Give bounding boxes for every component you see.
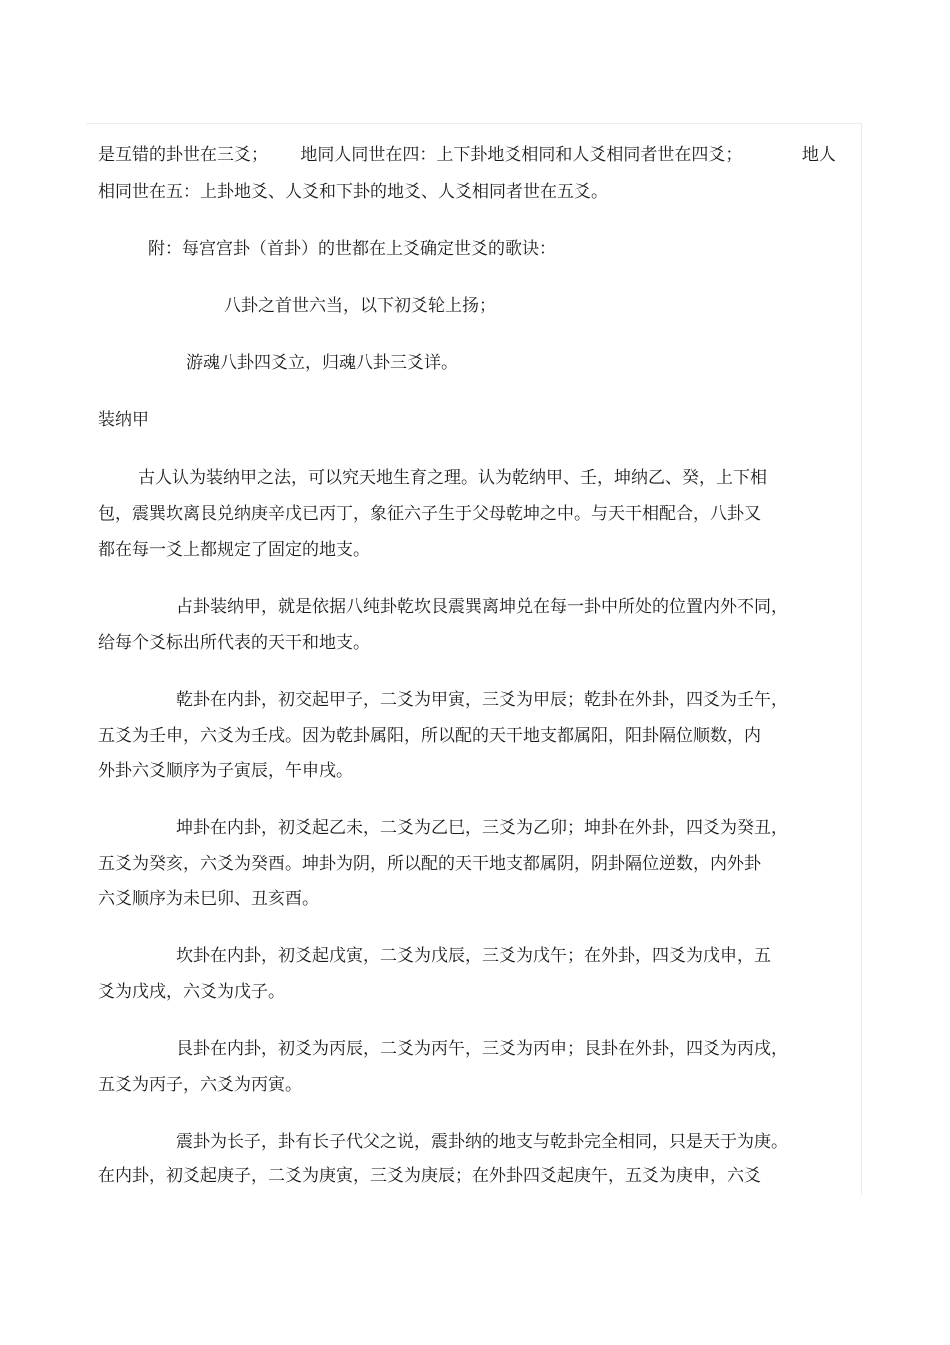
text-line: 包，震巽坎离艮兑纳庚辛戊已丙丁，象征六子生于父母乾坤之中。与天干相配合，八卦又 bbox=[98, 504, 761, 524]
text-line: 震卦为长子，卦有长子代父之说，震卦纳的地支与乾卦完全相同，只是天于为庚。 bbox=[176, 1132, 788, 1152]
text-line: 六爻顺序为未巳卯、丑亥酉。 bbox=[98, 889, 319, 909]
page-frame bbox=[86, 123, 862, 1195]
text-line: 乾卦在内卦，初交起甲子，二爻为甲寅，三爻为甲辰；乾卦在外卦，四爻为壬午， bbox=[176, 690, 788, 710]
text-line: 五爻为癸亥，六爻为癸酉。坤卦为阴，所以配的天干地支都属阴，阴卦隔位逆数，内外卦 bbox=[98, 854, 761, 874]
text-line: 艮卦在内卦，初爻为丙辰，二爻为丙午，三爻为丙申；艮卦在外卦，四爻为丙戌， bbox=[176, 1039, 788, 1059]
text-line: 爻为戊戌，六爻为戊子。 bbox=[98, 982, 285, 1002]
text-line: 是互错的卦世在三爻； 地同人同世在四：上下卦地爻相同和人爻相同者世在四爻； 地人 bbox=[98, 145, 836, 165]
text-line: 游魂八卦四爻立，归魂八卦三爻详。 bbox=[186, 353, 458, 373]
text-line: 都在每一爻上都规定了固定的地支。 bbox=[98, 540, 370, 560]
text-line: 八卦之首世六当，以下初爻轮上扬； bbox=[224, 296, 496, 316]
text-line: 五爻为壬申，六爻为壬戌。因为乾卦属阳，所以配的天干地支都属阳，阳卦隔位顺数，内 bbox=[98, 726, 761, 746]
text-line: 相同世在五：上卦地爻、人爻和下卦的地爻、人爻相同者世在五爻。 bbox=[98, 182, 608, 202]
text-line: 五爻为丙子，六爻为丙寅。 bbox=[98, 1075, 302, 1095]
text-line: 坤卦在内卦，初爻起乙未，二爻为乙巳，三爻为乙卯；坤卦在外卦，四爻为癸丑， bbox=[176, 818, 788, 838]
text-line: 占卦装纳甲，就是依据八纯卦乾坎艮震巽离坤兑在每一卦中所处的位置内外不同， bbox=[176, 597, 788, 617]
text-line: 坎卦在内卦，初爻起戊寅，二爻为戊辰，三爻为戊午；在外卦，四爻为戊申，五 bbox=[176, 946, 771, 966]
text-line: 在内卦，初爻起庚子，二爻为庚寅，三爻为庚辰；在外卦四爻起庚午，五爻为庚申，六爻 bbox=[98, 1166, 761, 1186]
text-line: 外卦六爻顺序为子寅辰，午申戌。 bbox=[98, 761, 353, 781]
text-line: 古人认为装纳甲之法，可以究天地生育之理。认为乾纳甲、壬，坤纳乙、癸，上下相 bbox=[138, 468, 767, 488]
text-line: 给每个爻标出所代表的天干和地支。 bbox=[98, 633, 370, 653]
section-heading: 装纳甲 bbox=[98, 410, 149, 430]
text-line: 附：每宫宫卦（首卦）的世都在上爻确定世爻的歌诀： bbox=[148, 239, 556, 259]
